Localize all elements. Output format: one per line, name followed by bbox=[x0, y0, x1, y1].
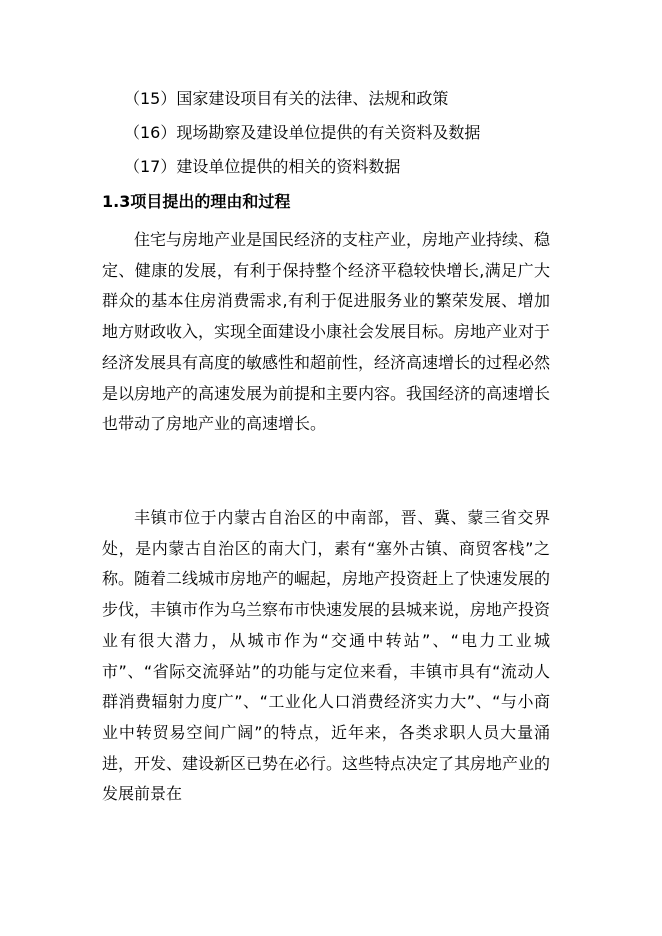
reference-item-17: （17）建设单位提供的相关的资料数据 bbox=[124, 157, 401, 176]
section-title: 项目提出的理由和过程 bbox=[130, 192, 291, 211]
body-paragraph-1: 住宅与房地产业是国民经济的支柱产业，房地产业持续、稳定、健康的发展，有利于保持整个经济平稳较快增长,满足广大群众的基本住房消费需求,有利于促进服务业的繁荣发展、增加地方财政收入，实现全面建设小康社会发展目标。房地产业对于经济发展具有高度的敏感性和超前性，经济高速增长的过程必然是以房地产的高速发展为前提和主要内容。我国经济的高速增长也带动了房地产业的高速增长。 bbox=[102, 230, 551, 434]
section-heading bbox=[102, 191, 290, 213]
body-paragraph-2: 丰镇市位于内蒙古自治区的中南部，晋、冀、蒙三省交界处，是内蒙古自治区的南大门，素有“塞外古镇、商贸客栈”之称。随着二线城市房地产的崛起，房地产投资赶上了快速发展的步伐，丰镇市作为乌兰察布市快速发展的县城来说，房地产投资业有很大潜力，从城市作为“交通中转站”、“电力工业城市”、“省际交流驿站”的功能与定位来看，丰镇市具有“流动人群消费辐射力度广”、“工业化人口消费经济实力大”、“与小商业中转贸易空间广阔”的特点，近年来，各类求职人员大量涌进，开发、建设新区已势在必行。这些特点决定了其房地产业的发展前景在 bbox=[102, 508, 551, 804]
reference-item-16: （16）现场勘察及建设单位提供的有关资料及数据 bbox=[124, 123, 481, 142]
reference-item-15: （15）国家建设项目有关的法律、法规和政策 bbox=[124, 89, 449, 108]
section-number: 1.3 bbox=[102, 192, 131, 211]
